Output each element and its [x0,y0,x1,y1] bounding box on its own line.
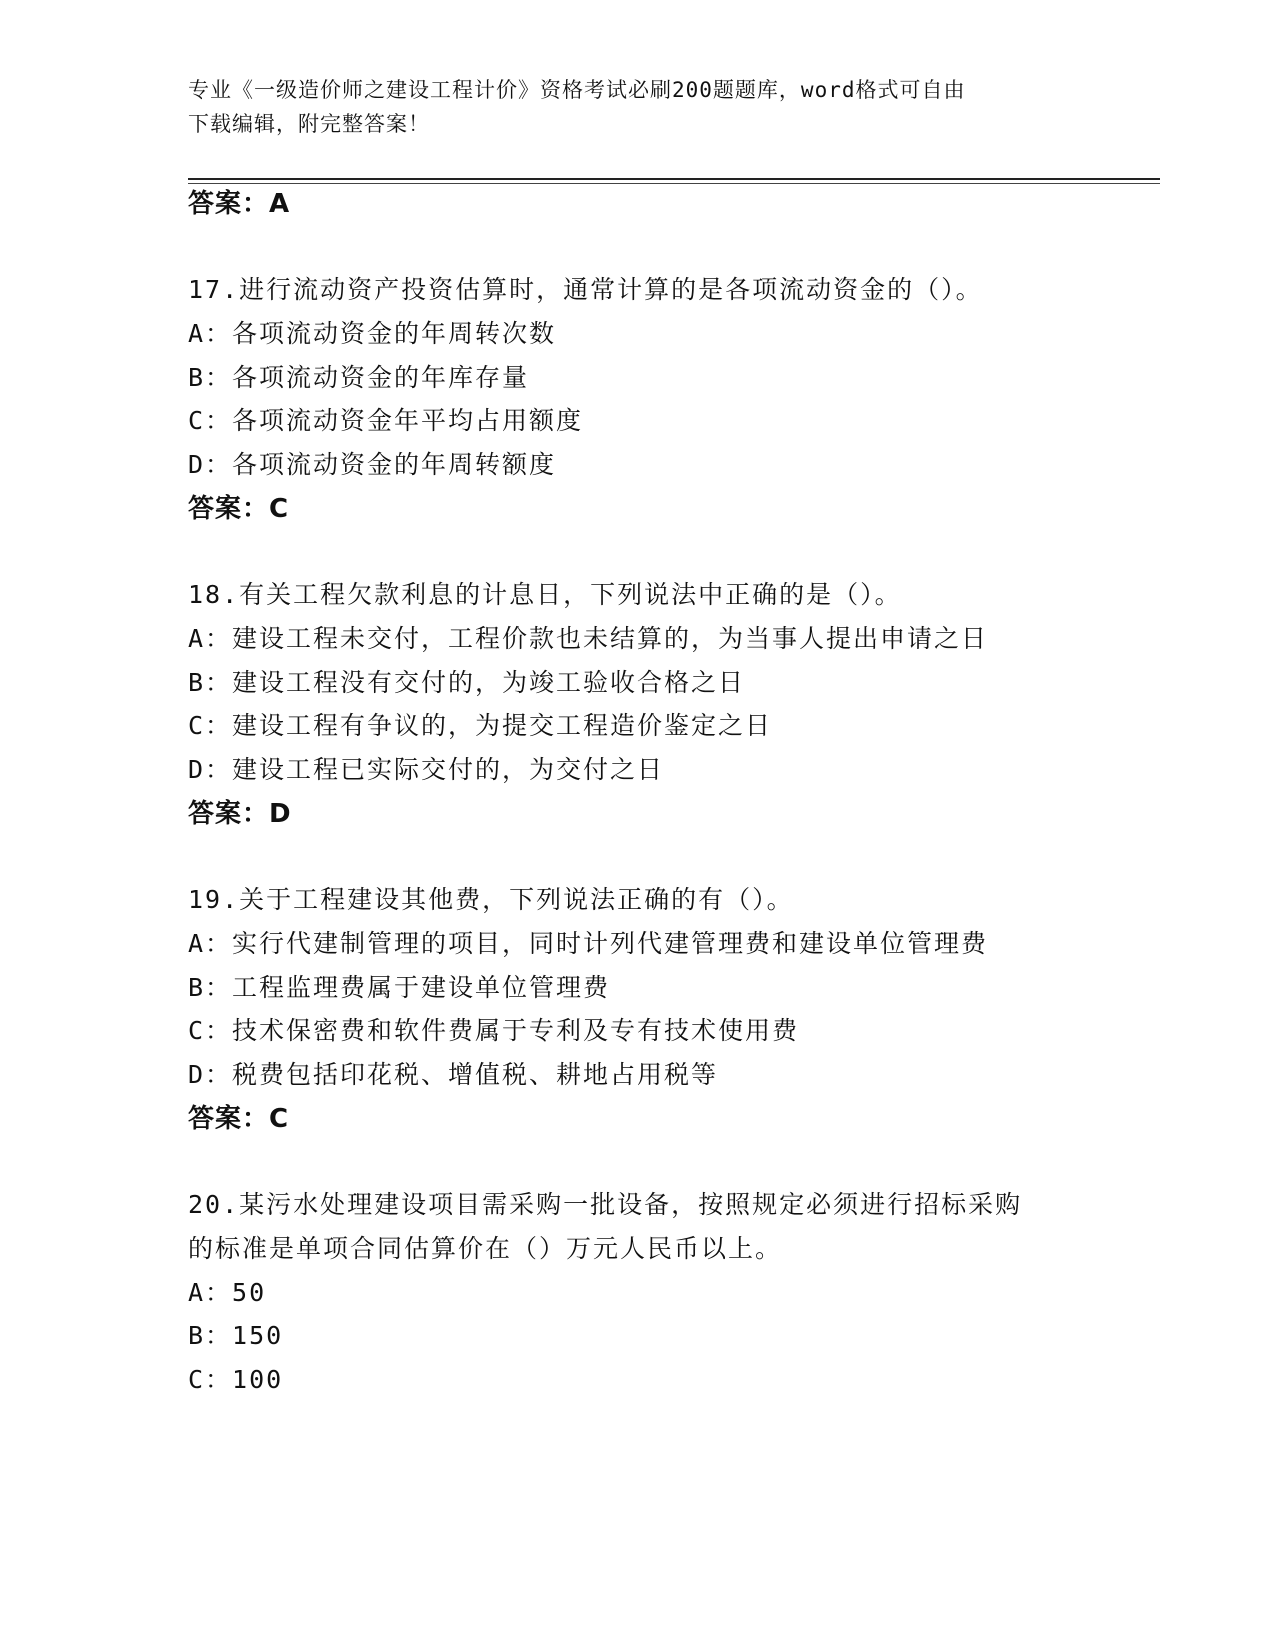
question-17-option-b: B：各项流动资金的年库存量 [188,363,530,392]
question-17-option-d: D：各项流动资金的年周转额度 [188,450,557,479]
header-line-2: 下载编辑，附完整答案！ [188,112,430,136]
document-header [188,73,1088,141]
question-19-option-d: D：税费包括印花税、增值税、耕地占用税等 [188,1060,719,1089]
question-18-answer: 答案：D [188,799,292,829]
question-20-option-a: A：50 [188,1278,267,1307]
header-divider-thick [188,178,1160,180]
question-20-stem-line-1: 20.某污水处理建设项目需采购一批设备，按照规定必须进行招标采购 [188,1190,1023,1219]
question-19-option-a: A：实行代建制管理的项目，同时计列代建管理费和建设单位管理费 [188,929,989,958]
previous-answer: 答案：A [188,189,291,219]
question-18-option-b: B：建设工程没有交付的，为竣工验收合格之日 [188,668,746,697]
question-20-option-c: C：100 [188,1365,284,1394]
header-line-1: 专业《一级造价师之建设工程计价》资格考试必刷200题题库，word格式可自由 [188,78,966,102]
question-19-answer: 答案：C [188,1104,290,1134]
question-17-stem: 17.进行流动资产投资估算时，通常计算的是各项流动资金的（）。 [188,275,983,304]
question-17-option-c: C：各项流动资金年平均占用额度 [188,406,584,435]
question-20-stem-line-2: 的标准是单项合同估算价在（）万元人民币以上。 [188,1234,783,1263]
question-19-option-b: B：工程监理费属于建设单位管理费 [188,973,611,1002]
header-divider-thin [188,183,1160,184]
question-18-option-a: A：建设工程未交付，工程价款也未结算的，为当事人提出申请之日 [188,624,989,653]
question-19-stem: 19.关于工程建设其他费，下列说法正确的有（）。 [188,885,794,914]
question-18-option-c: C：建设工程有争议的，为提交工程造价鉴定之日 [188,711,773,740]
question-17-option-a: A：各项流动资金的年周转次数 [188,319,557,348]
question-18-stem: 18.有关工程欠款利息的计息日，下列说法中正确的是（）。 [188,580,902,609]
question-17-answer: 答案：C [188,494,290,524]
question-20-option-b: B：150 [188,1321,284,1350]
question-18-option-d: D：建设工程已实际交付的，为交付之日 [188,755,665,784]
question-19-option-c: C：技术保密费和软件费属于专利及专有技术使用费 [188,1016,800,1045]
